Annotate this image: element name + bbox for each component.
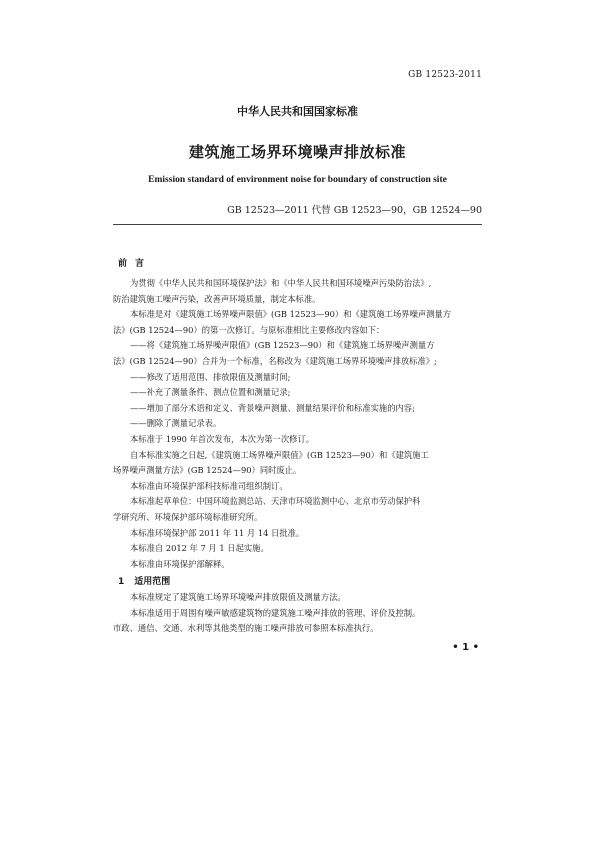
paragraph-line: ——将《建筑施工场界噪声限值》(GB 12523—90）和《建筑施工场界噪声测量方 [130, 340, 435, 351]
section-1-body [113, 590, 483, 637]
paragraph-line: 为贯彻《中华人民共和国环境保护法》和《中华人民共和国环境噪声污染防治法》, [130, 278, 432, 288]
page-title-english: Emission standard of environment noise for boundary of construction site [148, 175, 447, 185]
section-1-number: 1 [118, 577, 125, 587]
page-title: 建筑施工场界环境噪声排放标准 [188, 143, 406, 161]
paragraph-line: 法》(GB 12524—90）的第一次修订。与原标准相比主要修改内容如下： [113, 324, 385, 335]
section-1-title: 适用范围 [134, 577, 171, 587]
paragraph-line: 本标准规定了建筑施工场界环境噪声排放限值及测量方法。 [130, 592, 346, 602]
paragraph-line: ——删除了测量记录表。 [130, 418, 222, 429]
paragraph-line: 防治建筑施工噪声污染，改善声环境质量，制定本标准。 [113, 293, 321, 304]
paragraph-line: 本标准起草单位：中国环境监测总站、天津市环境监测中心、北京市劳动保护科 [130, 496, 421, 507]
paragraph-line: 法》(GB 12524—90）合并为一个标准，名称改为《建筑施工场界环境噪声排放标准》; [113, 355, 437, 366]
paragraph-line: 本标准是对《建筑施工场界噪声限值》(GB 12523—90）和《建筑施工场界噪声测量方 [130, 309, 452, 320]
paragraph-line: 市政、通信、交通、水利等其他类型的施工噪声排放可参照本标准执行。 [113, 623, 379, 634]
replaces-note: GB 12523—2011 代替 GB 12523—90，GB 12524—90 [227, 205, 482, 216]
paragraph-line: 自本标准实施之日起,《建筑施工场界噪声限值》(GB 12523—90）和《建筑施工 [130, 449, 429, 460]
header-divider [113, 224, 482, 225]
paragraph-line: 学研究所、环境保护部环境标准研究所。 [113, 511, 263, 522]
paragraph-line: ——修改了适用范围、排放限值及测量时间; [130, 371, 291, 382]
standard-code: GB 12523-2011 [408, 70, 482, 80]
foreword-body [113, 276, 483, 572]
section-1-heading [118, 574, 170, 587]
paragraph-line: 本标准于 1990 年首次发布，本次为第一次修订。 [130, 433, 315, 444]
paragraph-line: 本标准自 2012 年 7 月 1 日起实施。 [130, 543, 269, 554]
page-number: • 1 • [452, 642, 479, 653]
paragraph-line: 场界噪声测量方法》(GB 12524—90）同时废止。 [113, 465, 302, 476]
paragraph-line: ——补充了测量条件、测点位置和测量记录; [130, 387, 291, 398]
paragraph-line: ——增加了部分术语和定义、背景噪声测量、测量结果评价和标准实施的内容; [130, 402, 415, 413]
paragraph-line: 本标准环境保护部 2011 年 11 月 14 日批准。 [130, 527, 305, 538]
foreword-heading: 前言 [118, 259, 153, 269]
national-standard-label: 中华人民共和国国家标准 [237, 105, 358, 118]
paragraph-line: 本标准由环境保护部解释。 [130, 558, 230, 569]
paragraph-line: 本标准适用于周围有噪声敏感建筑物的建筑施工噪声排放的管理、评价及控制。 [130, 607, 421, 618]
paragraph-line: 本标准由环境保护部科技标准司组织制订。 [130, 480, 288, 491]
